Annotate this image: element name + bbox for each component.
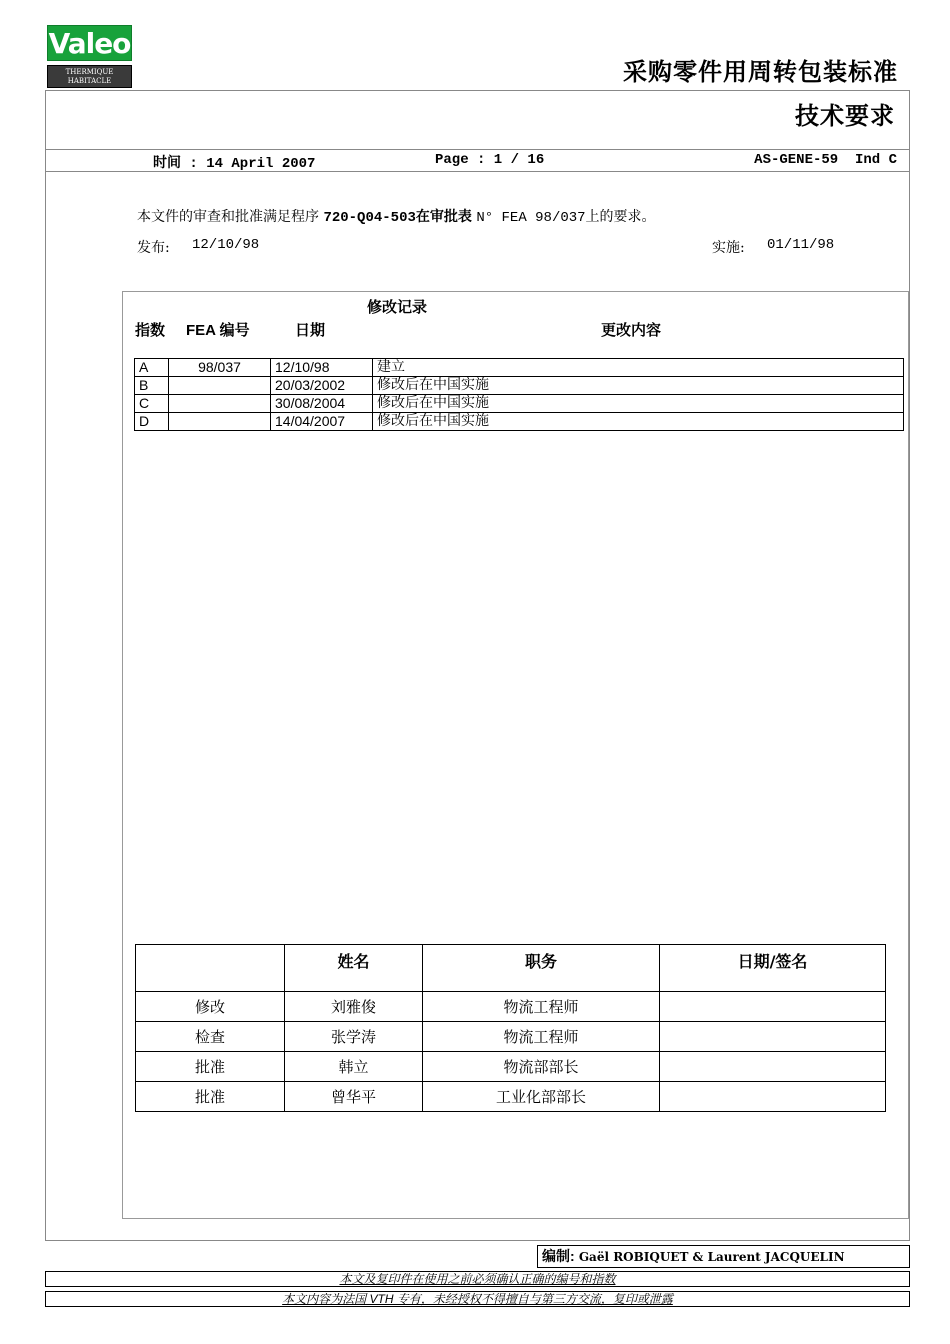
revision-date: 30/08/2004 xyxy=(271,395,373,413)
table-row xyxy=(135,413,904,431)
revision-date: 20/03/2002 xyxy=(271,377,373,395)
table-row xyxy=(136,1052,886,1082)
revision-date: 14/04/2007 xyxy=(271,413,373,431)
signer-name: 韩立 xyxy=(285,1052,423,1082)
valeo-logo: Valeo xyxy=(48,27,131,60)
revision-date: 12/10/98 xyxy=(271,359,373,377)
header-fea-number: FEA 编号 xyxy=(186,322,250,339)
signer-role: 批准 xyxy=(136,1082,285,1112)
table-row xyxy=(136,1022,886,1052)
divider xyxy=(45,149,910,150)
signer-role: 检查 xyxy=(136,1022,285,1052)
header-date-signature: 日期/签名 xyxy=(660,945,886,992)
effective-label: 实施: xyxy=(712,240,745,256)
approval-text-a: 本文件的审查和批准满足程序 xyxy=(137,209,319,225)
footer-note-confidential xyxy=(45,1291,910,1307)
revision-index: B xyxy=(135,377,169,395)
revision-content: 修改后在中国实施 xyxy=(373,395,904,413)
revision-record-title: 修改记录 xyxy=(367,299,428,316)
revision-fea: 98/037 xyxy=(169,359,271,377)
compiled-authors: Gaël ROBIQUET & Laurent JACQUELIN xyxy=(578,1250,845,1264)
approval-statement xyxy=(137,206,656,226)
revision-content: 修改后在中国实施 xyxy=(373,377,904,395)
compiled-label: 编制: xyxy=(542,1248,575,1264)
signature-table xyxy=(135,944,886,1112)
footer-note-text: 本文内容为法国 VTH 专有，未经授权不得擅自与第三方交流，复印或泄露 xyxy=(282,1292,673,1306)
effective-date: 01/11/98 xyxy=(767,237,835,253)
release-date: 12/10/98 xyxy=(192,237,260,253)
release-label: 发布: xyxy=(137,240,170,256)
table-header-row xyxy=(136,945,886,992)
footer-note-version xyxy=(45,1271,910,1287)
approval-text-c: N° FEA 98/037上的要求。 xyxy=(476,210,656,226)
table-row xyxy=(136,1082,886,1112)
signer-name: 刘雅俊 xyxy=(285,992,423,1022)
logo-subtitle: THERMIQUE HABITACLE xyxy=(47,65,132,88)
signer-name: 曾华平 xyxy=(285,1082,423,1112)
issue-date: 时间 : 14 April 2007 xyxy=(153,156,316,172)
revision-table xyxy=(134,358,904,431)
document-title: 采购零件用周转包装标准 xyxy=(623,57,898,86)
signer-position: 工业化部部长 xyxy=(423,1082,660,1112)
signer-role: 修改 xyxy=(136,992,285,1022)
signer-position: 物流工程师 xyxy=(423,992,660,1022)
revision-fea xyxy=(169,377,271,395)
header-index: 指数 xyxy=(135,322,166,339)
table-row xyxy=(136,992,886,1022)
signer-date-signature xyxy=(660,992,886,1022)
revision-index: D xyxy=(135,413,169,431)
compiled-by-box xyxy=(537,1245,910,1268)
header-change-content: 更改内容 xyxy=(601,322,662,339)
signer-position: 物流部部长 xyxy=(423,1052,660,1082)
header-date: 日期 xyxy=(295,322,326,339)
signer-name: 张学涛 xyxy=(285,1022,423,1052)
signer-position: 物流工程师 xyxy=(423,1022,660,1052)
revision-index: C xyxy=(135,395,169,413)
revision-index: A xyxy=(135,359,169,377)
page-number: Page : 1 / 16 xyxy=(435,152,545,168)
document-subtitle: 技术要求 xyxy=(795,101,895,130)
revision-fea xyxy=(169,395,271,413)
revision-content: 建立 xyxy=(373,359,904,377)
signer-date-signature xyxy=(660,1082,886,1112)
footer-note-text: 本文及复印件在使用之前必须确认正确的编号和指数 xyxy=(339,1272,616,1286)
revision-fea xyxy=(169,413,271,431)
signer-date-signature xyxy=(660,1052,886,1082)
signer-role: 批准 xyxy=(136,1052,285,1082)
header-position: 职务 xyxy=(423,945,660,992)
header-name: 姓名 xyxy=(285,945,423,992)
table-row xyxy=(135,377,904,395)
table-row xyxy=(135,395,904,413)
revision-content: 修改后在中国实施 xyxy=(373,413,904,431)
table-row xyxy=(135,359,904,377)
signer-date-signature xyxy=(660,1022,886,1052)
document-reference: AS-GENE-59 Ind C xyxy=(754,152,897,168)
procedure-number: 720-Q04-503在审批表 xyxy=(323,210,472,226)
header-blank xyxy=(136,945,285,992)
